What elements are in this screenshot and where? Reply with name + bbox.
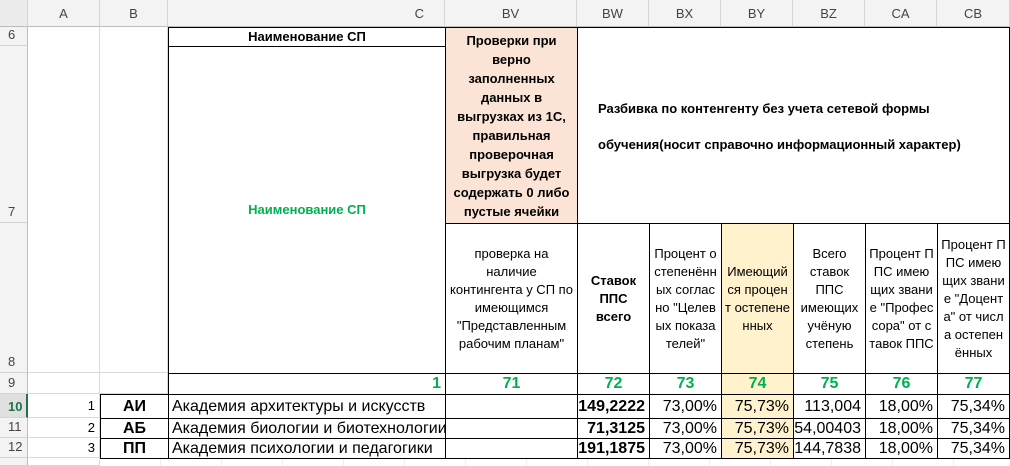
row-header-7[interactable]: 7 — [0, 46, 28, 223]
column-header-ca[interactable]: CA — [865, 0, 937, 27]
num-bx[interactable]: 73 — [649, 373, 722, 395]
sp-name-cell[interactable]: Академия биологии и биотехнологии — [168, 418, 446, 439]
bv-subheader[interactable]: проверка на наличие контингента у СП по имеющимся "Представленным рабочим планам" — [445, 223, 578, 374]
num-ca[interactable]: 76 — [865, 373, 938, 395]
column-header-bw[interactable]: BW — [577, 0, 649, 27]
select-all-corner[interactable] — [0, 0, 28, 27]
row-num-cell[interactable]: 1 — [28, 394, 100, 418]
bw-value-cell[interactable]: 71,3125 — [577, 418, 650, 439]
bv-check-cell[interactable] — [445, 438, 578, 459]
cell-a9[interactable] — [28, 373, 100, 394]
sp-name-cell[interactable]: Академия психологии и педагогики — [168, 438, 446, 459]
sp-name-cell[interactable]: Академия архитектуры и искусств — [168, 394, 446, 419]
bv-check-cell[interactable] — [445, 394, 578, 419]
bx-value-cell[interactable]: 73,00% — [649, 438, 722, 459]
column-header-by[interactable]: BY — [721, 0, 793, 27]
bw-value-cell[interactable]: 149,2222 — [577, 394, 650, 419]
num-c[interactable]: 1 — [168, 373, 446, 395]
row-num-cell[interactable]: 3 — [28, 438, 100, 458]
sp-code-cell[interactable]: АБ — [100, 418, 169, 439]
ca-value-cell[interactable]: 18,00% — [865, 438, 938, 459]
by-value-cell[interactable]: 75,73% — [721, 394, 794, 419]
bw-value-cell[interactable]: 191,1875 — [577, 438, 650, 459]
bx-subheader[interactable]: Процент остепенённых согласно "Целевых показателей" — [649, 223, 722, 374]
column-header-bz[interactable]: BZ — [793, 0, 865, 27]
cell-a6-a8[interactable] — [28, 27, 100, 373]
cb-value-cell[interactable]: 75,34% — [937, 418, 1010, 439]
bz-value-cell[interactable]: 113,004 — [793, 394, 866, 419]
bz-value-cell[interactable]: 54,00403 — [793, 418, 866, 439]
bz-value-cell[interactable]: 144,7838 — [793, 438, 866, 459]
num-bv[interactable]: 71 — [445, 373, 578, 395]
sp-code-cell[interactable]: АИ — [100, 394, 169, 419]
num-by[interactable]: 74 — [721, 373, 794, 395]
checks-header[interactable]: Проверки при верно заполненных данных в выгрузках из 1С, правильная проверочная выгрузка будет содержать 0 либо пустые ячейки — [445, 27, 578, 224]
name-sp-header-top[interactable]: Наименование СП — [168, 27, 446, 47]
row-header-10[interactable]: 10 — [0, 394, 28, 418]
column-header-cb[interactable]: CB — [937, 0, 1010, 27]
num-cb[interactable]: 77 — [937, 373, 1010, 395]
column-header-bv[interactable]: BV — [445, 0, 577, 27]
column-header-c[interactable]: C — [168, 0, 445, 27]
breakdown-line-1: Разбивка по контенгенту без учета сетевой формы — [598, 101, 930, 116]
breakdown-line-2: обучения(носит справочно информационный характер) — [598, 137, 961, 152]
row-header-8[interactable]: 8 — [0, 223, 28, 373]
column-header-bx[interactable]: BX — [649, 0, 721, 27]
num-bw[interactable]: 72 — [577, 373, 650, 395]
row-header-9[interactable]: 9 — [0, 373, 28, 394]
cell-a13[interactable] — [28, 458, 100, 466]
ca-subheader[interactable]: Процент ППС имеющих звание "Профессора" от ставок ППС — [865, 223, 938, 374]
by-value-cell[interactable]: 75,73% — [721, 418, 794, 439]
row-header-11[interactable]: 11 — [0, 418, 28, 438]
bv-check-cell[interactable] — [445, 418, 578, 439]
row-header-6[interactable]: 6 — [0, 27, 28, 46]
name-sp-header-merged[interactable]: Наименование СП — [168, 46, 446, 374]
cb-value-cell[interactable]: 75,34% — [937, 438, 1010, 459]
breakdown-header[interactable] — [577, 27, 1010, 224]
num-bz[interactable]: 75 — [793, 373, 866, 395]
ca-value-cell[interactable]: 18,00% — [865, 394, 938, 419]
bz-subheader[interactable]: Всего ставок ППС имеющих учёную степень — [793, 223, 866, 374]
row-header-13[interactable] — [0, 458, 28, 466]
ca-value-cell[interactable]: 18,00% — [865, 418, 938, 439]
bw-subheader[interactable]: Ставок ППС всего — [577, 223, 650, 374]
row-13-partial[interactable] — [100, 458, 1010, 466]
bx-value-cell[interactable]: 73,00% — [649, 418, 722, 439]
cb-value-cell[interactable]: 75,34% — [937, 394, 1010, 419]
cell-b6-b8[interactable] — [100, 27, 168, 373]
column-header-a[interactable]: A — [28, 0, 100, 27]
row-num-cell[interactable]: 2 — [28, 418, 100, 438]
cb-subheader[interactable]: Процент ППС имеющих звание "Доцента" от числа остепенённых — [937, 223, 1010, 374]
sp-code-cell[interactable]: ПП — [100, 438, 169, 459]
column-header-b[interactable]: B — [100, 0, 168, 27]
by-subheader[interactable]: Имеющийся процент остепененных — [721, 223, 794, 374]
cell-b9[interactable] — [100, 373, 168, 394]
bx-value-cell[interactable]: 73,00% — [649, 394, 722, 419]
row-header-12[interactable]: 12 — [0, 438, 28, 458]
by-value-cell[interactable]: 75,73% — [721, 438, 794, 459]
